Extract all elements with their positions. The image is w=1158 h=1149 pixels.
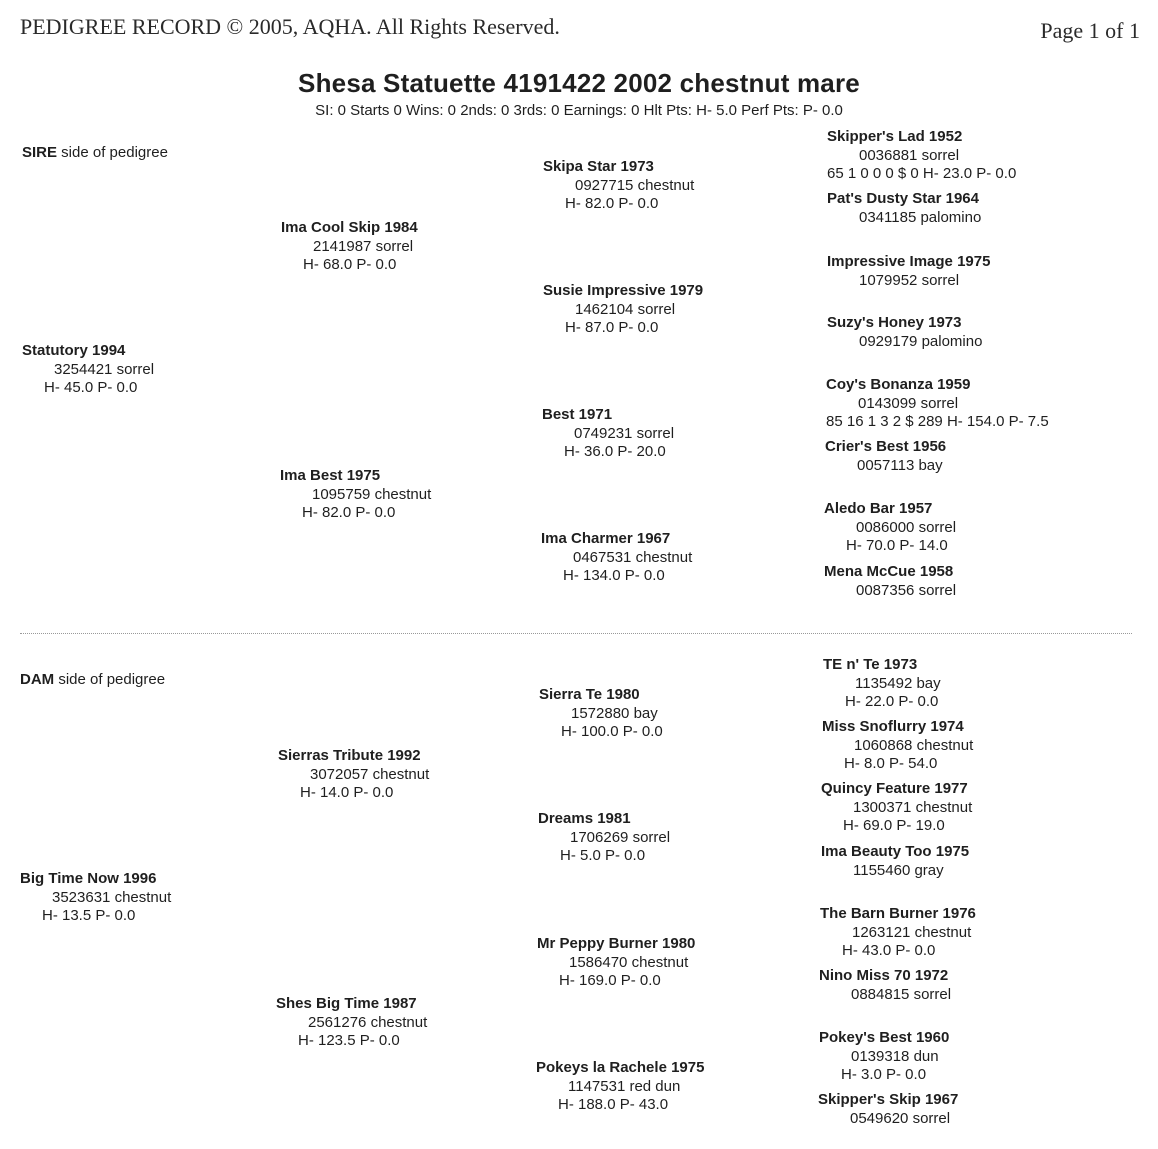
- horse-summary: SI: 0 Starts 0 Wins: 0 2nds: 0 3rds: 0 Earnings: 0 Hlt Pts: H- 5.0 Perf Pts: P- 0.0: [315, 102, 843, 119]
- sire-gen2-b: Ima Best 1975 1095759 chestnut H- 82.0 P- 0.0: [280, 467, 432, 521]
- horse-title: Shesa Statuette 4191422 2002 chestnut mare: [298, 68, 860, 98]
- dam-gen3-a: Sierra Te 1980 1572880 bay H- 100.0 P- 0.0: [539, 686, 663, 740]
- sire-gen2-a: Ima Cool Skip 1984 2141987 sorrel H- 68.0 P- 0.0: [281, 219, 418, 273]
- dam-gen3-b: Dreams 1981 1706269 sorrel H- 5.0 P- 0.0: [538, 810, 671, 864]
- dam-gen4-b: Miss Snoflurry 1974 1060868 chestnut H- 8.0 P- 54.0: [822, 718, 974, 772]
- dam-gen2-b: Shes Big Time 1987 2561276 chestnut H- 123.5 P- 0.0: [276, 995, 428, 1049]
- sire-gen4-a: Skipper's Lad 1952 0036881 sorrel 65 1 0 0 0 $ 0 H- 23.0 P- 0.0: [827, 128, 1017, 182]
- dam-gen4-d: Ima Beauty Too 1975 1155460 gray: [821, 843, 970, 879]
- dam-gen4-c: Quincy Feature 1977 1300371 chestnut H- 69.0 P- 19.0: [821, 780, 973, 834]
- dam-gen3-c: Mr Peppy Burner 1980 1586470 chestnut H- 169.0 P- 0.0: [537, 935, 696, 989]
- dam-gen4-h: Skipper's Skip 1967 0549620 sorrel: [818, 1091, 959, 1127]
- sire-gen3-b: Susie Impressive 1979 1462104 sorrel H- 87.0 P- 0.0: [543, 282, 704, 336]
- dam-gen4-a: TE n' Te 1973 1135492 bay H- 22.0 P- 0.0: [823, 656, 941, 710]
- dam-side-label: DAM side of pedigree: [20, 671, 166, 688]
- page-number: Page 1 of 1: [1040, 18, 1140, 43]
- dam-gen4-e: The Barn Burner 1976 1263121 chestnut H- 43.0 P- 0.0: [820, 905, 976, 959]
- sire-gen4-d: Suzy's Honey 1973 0929179 palomino: [827, 314, 983, 350]
- sire-gen4-c: Impressive Image 1975 1079952 sorrel: [827, 253, 991, 289]
- sire-gen4-e: Coy's Bonanza 1959 0143099 sorrel 85 16 1 3 2 $ 289 H- 154.0 P- 7.5: [826, 376, 1049, 430]
- sire-gen3-d: Ima Charmer 1967 0467531 chestnut H- 134.0 P- 0.0: [541, 530, 693, 584]
- sire-gen4-f: Crier's Best 1956 0057113 bay: [825, 438, 947, 474]
- dam-gen3-d: Pokeys la Rachele 1975 1147531 red dun H- 188.0 P- 43.0: [536, 1059, 705, 1113]
- dam-gen1: Big Time Now 1996 3523631 chestnut H- 13.5 P- 0.0: [20, 870, 172, 924]
- dam-gen4-g: Pokey's Best 1960 0139318 dun H- 3.0 P- 0.0: [819, 1029, 950, 1083]
- record-header: PEDIGREE RECORD © 2005, AQHA. All Rights Reserved.: [20, 14, 560, 39]
- sire-gen4-g: Aledo Bar 1957 0086000 sorrel H- 70.0 P- 14.0: [824, 500, 957, 554]
- dam-gen4-f: Nino Miss 70 1972 0884815 sorrel: [819, 967, 952, 1003]
- sire-side-label: SIRE side of pedigree: [22, 144, 168, 161]
- sire-gen3-a: Skipa Star 1973 0927715 chestnut H- 82.0 P- 0.0: [543, 158, 695, 212]
- dam-gen2-a: Sierras Tribute 1992 3072057 chestnut H- 14.0 P- 0.0: [278, 747, 430, 801]
- sire-gen4-b: Pat's Dusty Star 1964 0341185 palomino: [827, 190, 982, 226]
- sire-gen1: Statutory 1994 3254421 sorrel H- 45.0 P- 0.0: [22, 342, 155, 396]
- sire-gen4-h: Mena McCue 1958 0087356 sorrel: [824, 563, 957, 599]
- section-divider: [20, 633, 1132, 634]
- sire-gen3-c: Best 1971 0749231 sorrel H- 36.0 P- 20.0: [542, 406, 675, 460]
